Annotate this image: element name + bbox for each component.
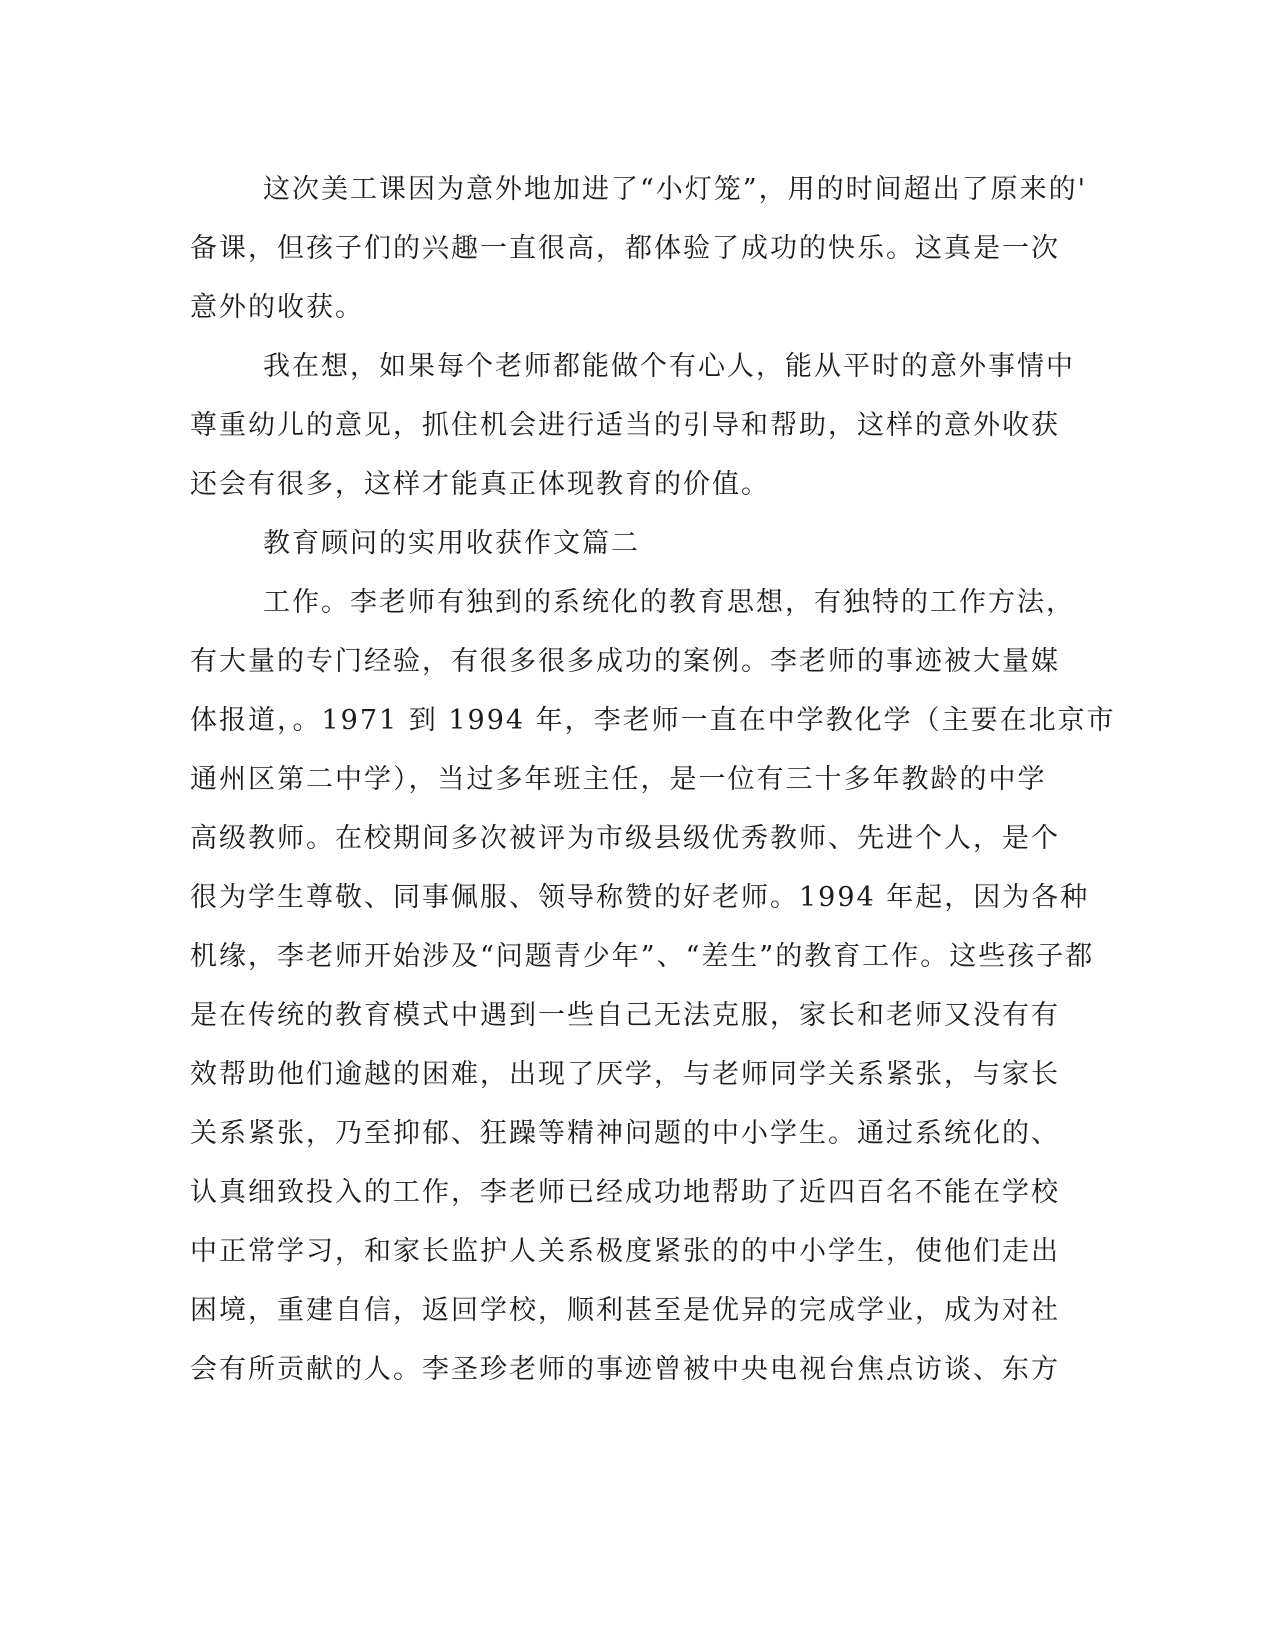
paragraph-line: 困境，重建自信，返回学校，顺利甚至是优异的完成学业，成为对社 xyxy=(190,1295,1060,1326)
paragraph-line: 很为学生尊敬、同事佩服、领导称赞的好老师。1994 年起，因为各种 xyxy=(190,882,1090,913)
paragraph-line: 高级教师。在校期间多次被评为市级县级优秀教师、先进个人，是个 xyxy=(190,823,1060,854)
paragraph-line: 尊重幼儿的意见，抓住机会进行适当的引导和帮助，这样的意外收获 xyxy=(190,410,1060,441)
paragraph-line: 中正常学习，和家长监护人关系极度紧张的的中小学生，使他们走出 xyxy=(190,1236,1060,1267)
paragraph-line: 体报道，。1971 到 1994 年，李老师一直在中学教化学（主要在北京市 xyxy=(190,705,1116,736)
paragraph-line: 关系紧张，乃至抑郁、狂躁等精神问题的中小学生。通过系统化的、 xyxy=(190,1118,1060,1149)
paragraph-line: 有大量的专门经验，有很多很多成功的案例。李老师的事迹被大量媒 xyxy=(190,646,1060,677)
paragraph-line: 机缘，李老师开始涉及“问题青少年”、“差生”的教育工作。这些孩子都 xyxy=(190,941,1095,972)
paragraph-line: 意外的收获。 xyxy=(190,292,364,323)
paragraph-line: 我在想，如果每个老师都能做个有心人，能从平时的意外事情中 xyxy=(263,351,1075,382)
document-body xyxy=(190,160,1116,1399)
paragraph-line: 会有所贡献的人。李圣珍老师的事迹曾被中央电视台焦点访谈、东方 xyxy=(190,1354,1060,1385)
paragraph-line: 是在传统的教育模式中遇到一些自己无法克服，家长和老师又没有有 xyxy=(190,1000,1060,1031)
section-heading: 教育顾问的实用收获作文篇二 xyxy=(263,528,640,559)
paragraph-line: 工作。李老师有独到的系统化的教育思想，有独特的工作方法， xyxy=(263,587,1075,618)
paragraph-line: 效帮助他们逾越的困难，出现了厌学，与老师同学关系紧张，与家长 xyxy=(190,1059,1060,1090)
paragraph-line: 备课，但孩子们的兴趣一直很高，都体验了成功的快乐。这真是一次 xyxy=(190,233,1060,264)
paragraph-line: 这次美工课因为意外地加进了“小灯笼”，用的时间超出了原来的' xyxy=(263,174,1088,205)
paragraph-line: 认真细致投入的工作，李老师已经成功地帮助了近四百名不能在学校 xyxy=(190,1177,1060,1208)
paragraph-line: 通州区第二中学），当过多年班主任，是一位有三十多年教龄的中学 xyxy=(190,764,1047,795)
paragraph-line: 还会有很多，这样才能真正体现教育的价值。 xyxy=(190,469,770,500)
